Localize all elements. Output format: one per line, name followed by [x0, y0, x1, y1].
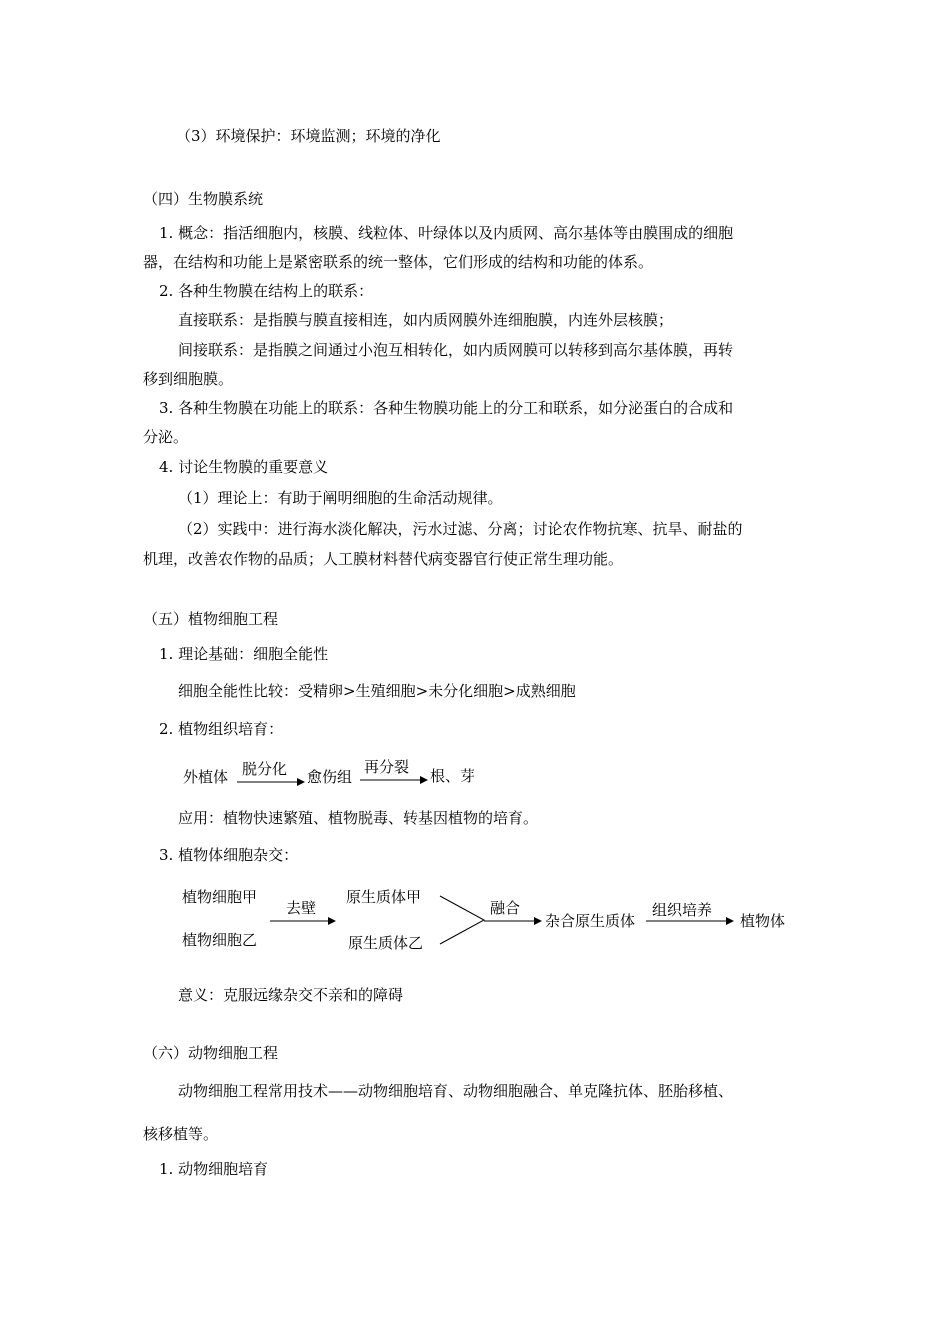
text-line: 3. 各种生物膜在功能上的联系：各种生物膜功能上的分工和联系，如分泌蛋白的合成和	[159, 399, 734, 417]
diagram-node-protoplast-b: 原生质体乙	[348, 934, 424, 952]
text-line: 2. 各种生物膜在结构上的联系：	[159, 282, 374, 300]
arrow-icon	[646, 917, 734, 927]
section-heading: （四）生物膜系统	[143, 190, 264, 208]
diagram-node-cell-b: 植物细胞乙	[182, 931, 258, 949]
text-line: 应用：植物快速繁殖、植物脱毒、转基因植物的培育。	[178, 809, 539, 827]
arrow-icon	[237, 778, 305, 788]
text-line: 直接联系：是指膜与膜直接相连，如内质网膜外连细胞膜，内连外层核膜；	[178, 311, 674, 329]
text-line: 3. 植物体细胞杂交：	[159, 846, 299, 864]
text-line: 分泌。	[143, 428, 189, 446]
text-line: 1. 概念：指活细胞内，核膜、线粒体、叶绿体以及内质网、高尔基体等由膜围成的细胞	[159, 224, 734, 242]
text-line: 4. 讨论生物膜的重要意义	[159, 458, 329, 476]
text-line: 器，在结构和功能上是紧密联系的统一整体，它们形成的结构和功能的体系。	[143, 253, 654, 271]
text-line: 核移植等。	[143, 1125, 219, 1143]
text-line: （3）环境保护：环境监测；环境的净化	[176, 127, 441, 145]
diagram-node-hybrid-protoplast: 杂合原生质体	[545, 912, 636, 930]
text-line: 动物细胞工程常用技术——动物细胞培育、动物细胞融合、单克隆抗体、胚胎移植、	[178, 1082, 734, 1100]
diagram-node-callus: 愈伤组	[307, 768, 353, 786]
diagram-node-roots-buds: 根、芽	[430, 767, 476, 785]
text-line: 1. 动物细胞培育	[159, 1160, 269, 1178]
text-line: （1）理论上：有助于阐明细胞的生命活动规律。	[178, 489, 503, 507]
diagram-node-protoplast-a: 原生质体甲	[346, 888, 422, 906]
text-line: 移到细胞膜。	[143, 370, 234, 388]
merge-bracket-icon	[438, 894, 488, 946]
diagram-node-explant: 外植体	[183, 768, 229, 786]
text-line: 2. 植物组织培育：	[159, 720, 284, 738]
section-heading: （六）动物细胞工程	[143, 1044, 279, 1062]
text-line: 意义：克服远缘杂交不亲和的障碍	[178, 986, 404, 1004]
diagram-label-redifferentiation: 再分裂	[364, 758, 410, 776]
text-line: 1. 理论基础：细胞全能性	[159, 645, 329, 663]
diagram-label-remove-wall: 去壁	[286, 899, 317, 917]
diagram-node-plant: 植物体	[740, 912, 786, 930]
arrow-icon	[484, 917, 542, 927]
text-line: 机理，改善农作物的品质；人工膜材料替代病变器官行使正常生理功能。	[143, 550, 624, 568]
text-line: （2）实践中：进行海水淡化解决，污水过滤、分离；讨论农作物抗寒、抗旱、耐盐的	[178, 520, 743, 538]
text-line: 细胞全能性比较：受精卵>生殖细胞>未分化细胞>成熟细胞	[178, 682, 576, 700]
diagram-label-tissue-culture: 组织培养	[652, 901, 713, 919]
arrow-icon	[270, 917, 336, 927]
diagram-label-fusion: 融合	[490, 899, 521, 917]
text-line: 间接联系：是指膜之间通过小泡互相转化，如内质网膜可以转移到高尔基体膜，再转	[178, 341, 734, 359]
diagram-node-cell-a: 植物细胞甲	[182, 888, 258, 906]
section-heading: （五）植物细胞工程	[143, 610, 279, 628]
arrow-icon	[360, 776, 428, 786]
diagram-label-dedifferentiation: 脱分化	[242, 760, 288, 778]
